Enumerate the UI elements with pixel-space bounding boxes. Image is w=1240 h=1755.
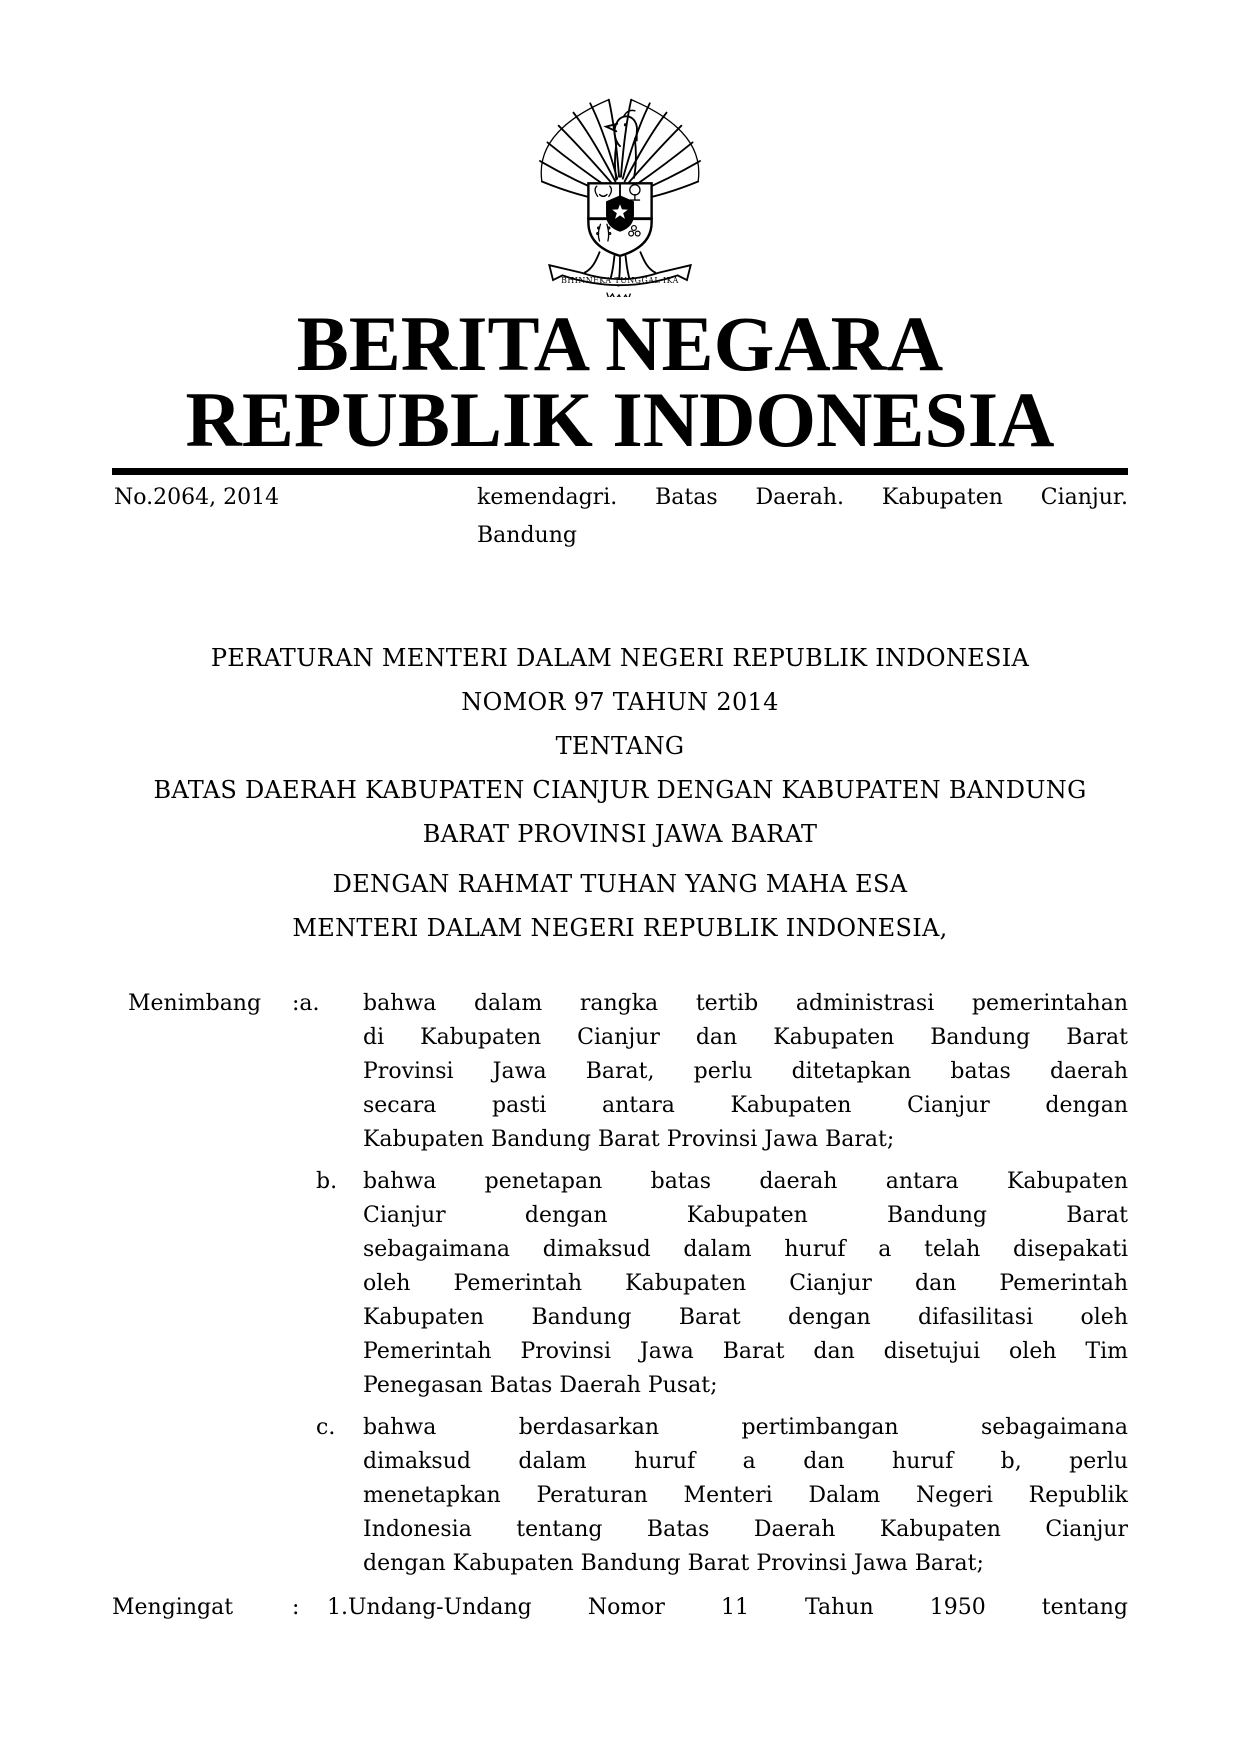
text-line: sebagaimana dimaksud dalam huruf a telah disepakati (363, 1237, 1128, 1262)
masthead-title (0, 300, 1240, 463)
motto-text: BHINNEKA TUNGGAL IKA (561, 275, 679, 285)
mengingat-label: Mengingat (112, 1595, 234, 1620)
text-line: Bandung (477, 523, 577, 548)
colon: : (292, 1595, 300, 1620)
mengingat-section (112, 1591, 1128, 1625)
item-marker-c (292, 1411, 363, 1581)
authority-line: MENTERI DALAM NEGERI REPUBLIK INDONESIA, (292, 914, 948, 942)
item-marker-b (292, 1165, 363, 1403)
menimbang-item-b (112, 1165, 1128, 1403)
regulation-heading (112, 636, 1128, 856)
masthead-title-line1: BERITA NEGARA (296, 300, 944, 387)
item-text-c (363, 1411, 1128, 1581)
text-line: Kabupaten Bandung Barat dengan difasilitasi oleh (363, 1305, 1128, 1330)
text-line: menetapkan Peraturan Menteri Dalam Negeri Republik (363, 1483, 1128, 1508)
mengingat-item-1 (327, 1591, 1128, 1625)
text-line: Penegasan Batas Daerah Pusat; (363, 1373, 718, 1398)
item-marker-a (292, 987, 363, 1157)
text-line: BATAS DAERAH KABUPATEN CIANJUR DENGAN KABUPATEN BANDUNG (153, 776, 1087, 804)
issue-row (112, 479, 1128, 555)
text-line: Kabupaten Bandung Barat Provinsi Jawa Barat; (363, 1127, 895, 1152)
pancasila-shield-icon (588, 183, 651, 256)
item-number: 1. (327, 1595, 348, 1620)
invocation-line: DENGAN RAHMAT TUHAN YANG MAHA ESA (332, 870, 908, 898)
text-line: bahwa berdasarkan pertimbangan sebagaimana (363, 1415, 1128, 1440)
text-line: dimaksud dalam huruf a dan huruf b, perlu (363, 1449, 1128, 1474)
masthead-rule (112, 468, 1128, 475)
text-line: secara pasti antara Kabupaten Cianjur dengan (363, 1093, 1128, 1118)
text-line: Pemerintah Provinsi Jawa Barat dan disetujui oleh Tim (363, 1339, 1128, 1364)
item-letter: c. (316, 1415, 336, 1440)
subject-line (477, 479, 1128, 555)
document-body (112, 636, 1128, 1625)
menimbang-item-a (112, 987, 1128, 1157)
item-letter: a. (299, 991, 320, 1016)
text-line: PERATURAN MENTERI DALAM NEGERI REPUBLIK INDONESIA (210, 644, 1030, 672)
menimbang-label: Menimbang (128, 991, 262, 1016)
item-text-b (363, 1165, 1128, 1403)
menimbang-section (112, 987, 1128, 1625)
menimbang-item-c (112, 1411, 1128, 1581)
masthead-title-line2: REPUBLIK INDONESIA (185, 376, 1055, 463)
text-line: NOMOR 97 TAHUN 2014 (461, 688, 779, 716)
item-text-a (363, 987, 1128, 1157)
text-line: oleh Pemerintah Kabupaten Cianjur dan Pemerintah (363, 1271, 1128, 1296)
garuda-pancasila-emblem (0, 92, 1240, 297)
text-line: TENTANG (555, 732, 685, 760)
text-line: di Kabupaten Cianjur dan Kabupaten Bandung Barat (363, 1025, 1128, 1050)
issue-number: No.2064, 2014 (114, 485, 280, 510)
text-line: Indonesia tentang Batas Daerah Kabupaten Cianjur (363, 1517, 1128, 1542)
text-line: bahwa dalam rangka tertib administrasi pemerintahan (363, 991, 1128, 1016)
colon: : (292, 991, 300, 1016)
text-line: dengan Kabupaten Bandung Barat Provinsi Jawa Barat; (363, 1551, 984, 1576)
garuda-pancasila-icon (527, 92, 713, 297)
text-line: BARAT PROVINSI JAWA BARAT (422, 820, 818, 848)
item-text: Undang-Undang Nomor 11 Tahun 1950 tentang (348, 1595, 1128, 1620)
text-line: bahwa penetapan batas daerah antara Kabupaten (363, 1169, 1128, 1194)
text-line: Cianjur dengan Kabupaten Bandung Barat (363, 1203, 1128, 1228)
text-line: Provinsi Jawa Barat, perlu ditetapkan batas daerah (363, 1059, 1128, 1084)
text-line: kemendagri. Batas Daerah. Kabupaten Cianjur. (477, 485, 1128, 510)
item-letter: b. (316, 1169, 338, 1194)
